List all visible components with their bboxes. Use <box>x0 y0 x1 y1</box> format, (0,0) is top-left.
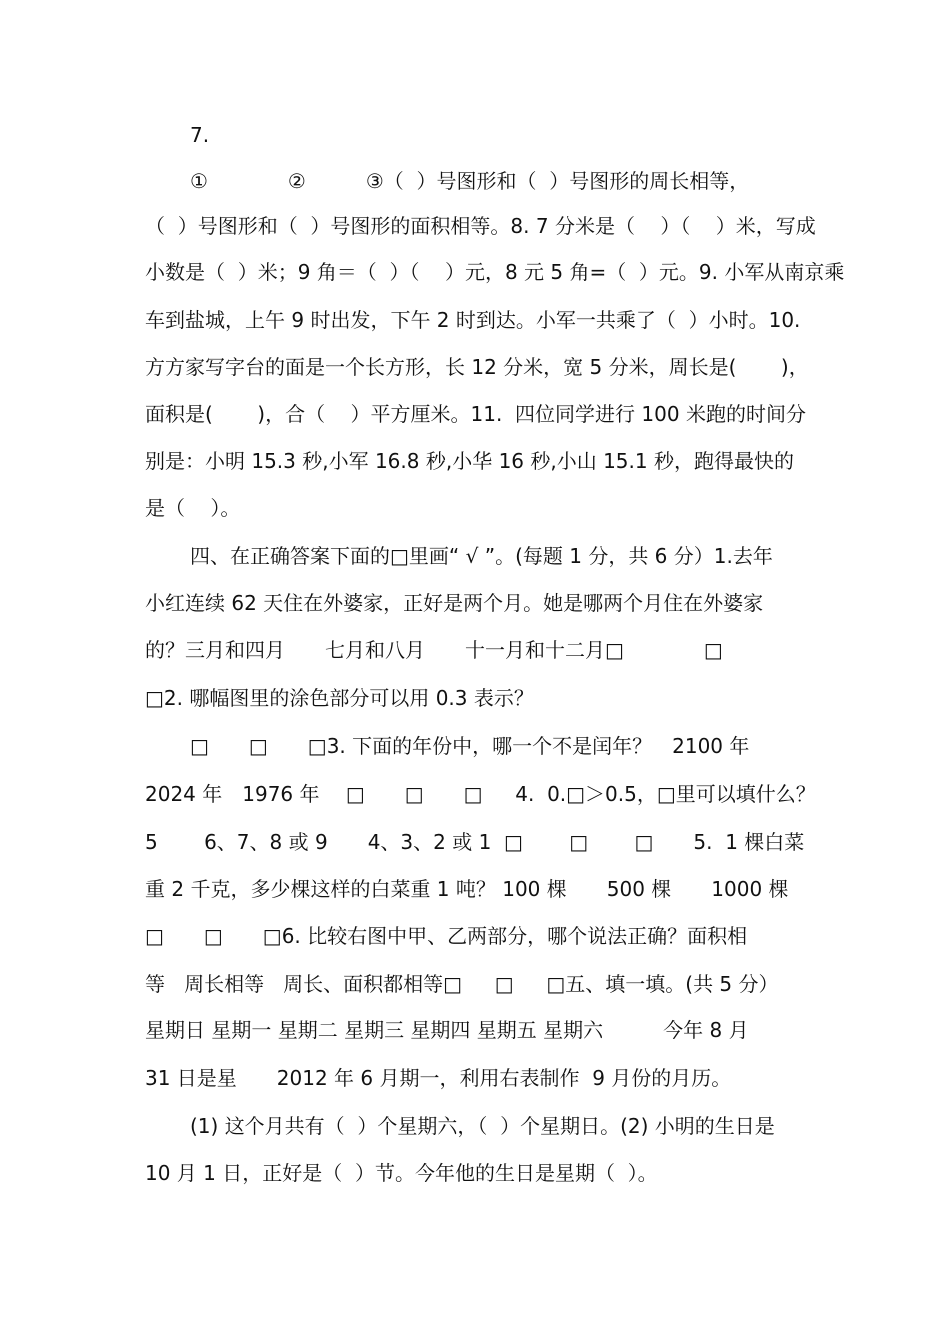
text-line: 是（ ）。 <box>145 496 241 520</box>
text-line: 10 月 1 日，正好是（ ）节。今年他的生日是星期（ ）。 <box>145 1161 658 1185</box>
text-line: 别是：小明 15.3 秒,小军 16.8 秒,小华 16 秒,小山 15.1 秒，跑得最快的 <box>145 449 794 473</box>
text-line: 星期日 星期一 星期二 星期三 星期四 星期五 星期六 今年 8 月 <box>145 1018 749 1042</box>
text-line: 小数是（ ）米；9 角＝（ ）（ ）元，8 元 5 角=（ ）元。9. 小军从南京乘 <box>145 260 845 284</box>
text-line: □ □ □6. 比较右图中甲、乙两部分，哪个说法正确？面积相 <box>145 924 748 948</box>
text-line: 车到盐城，上午 9 时出发，下午 2 时到达。小军一共乘了（ ）小时。10. <box>145 308 801 332</box>
text-line: 5 6、7、8 或 9 4、3、2 或 1 □ □ □ 5. 1 棵白菜 <box>145 830 805 854</box>
text-line: 小红连续 62 天住在外婆家，正好是两个月。她是哪两个月住在外婆家 <box>145 591 764 615</box>
text-line: 的？三月和四月 七月和八月 十一月和十二月□ □ <box>145 638 723 662</box>
text-line: (1) 这个月共有（ ）个星期六，（ ）个星期日。(2) 小明的生日是 <box>190 1114 775 1138</box>
text-line: □ □ □3. 下面的年份中，哪一个不是闰年？ 2100 年 <box>190 734 750 758</box>
text-line: 重 2 千克，多少棵这样的白菜重 1 吨？ 100 棵 500 棵 1000 棵 <box>145 877 789 901</box>
text-line: ① ② ③（ ）号图形和（ ）号图形的周长相等， <box>190 169 750 193</box>
text-line: 面积是( )，合（ ）平方厘米。11. 四位同学进行 100 米跑的时间分 <box>145 402 806 426</box>
text-line: （ ）号图形和（ ）号图形的面积相等。8. 7 分米是（ ）（ ）米，写成 <box>145 214 816 238</box>
text-line: 方方家写字台的面是一个长方形，长 12 分米，宽 5 分米，周长是( )， <box>145 355 809 379</box>
text-line: □2. 哪幅图里的涂色部分可以用 0.3 表示？ <box>145 686 534 710</box>
text-line: 等 周长相等 周长、面积都相等□ □ □五、填一填。(共 5 分） <box>145 972 779 996</box>
text-line: 2024 年 1976 年 □ □ □ 4. 0.□＞0.5，□里可以填什么？ <box>145 782 816 806</box>
text-line-question-7: 7. <box>190 123 210 147</box>
section-four-heading: 四、在正确答案下面的□里画“ √ ”。(每题 1 分，共 6 分）1.去年 <box>190 544 773 568</box>
text-line: 31 日是星 2012 年 6 月期一，利用右表制作 9 月份的月历。 <box>145 1066 732 1090</box>
